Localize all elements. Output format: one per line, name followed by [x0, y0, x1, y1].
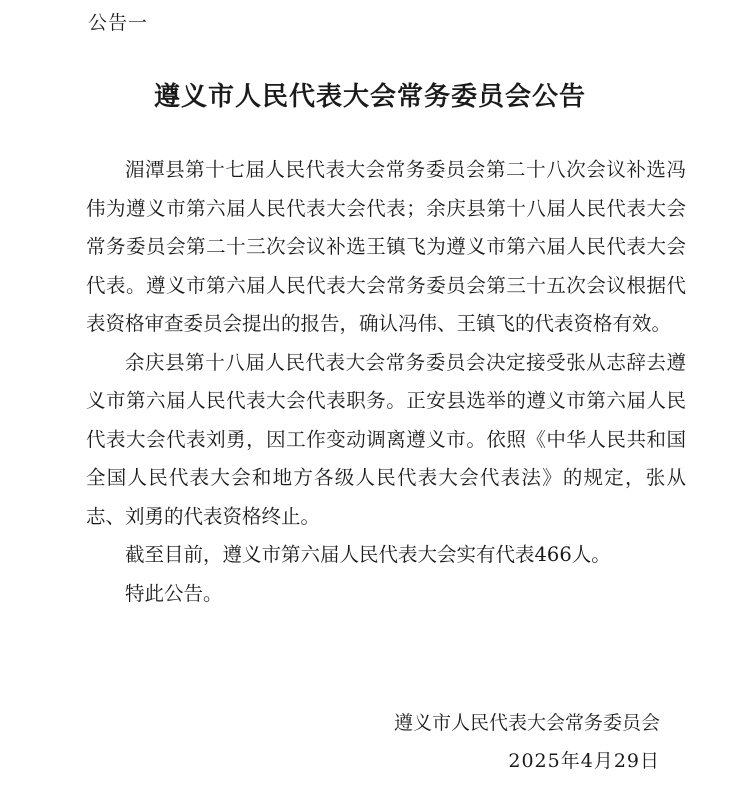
notice-body	[86, 151, 686, 613]
signature-organization: 遵义市人民代表大会常务委员会	[393, 712, 660, 734]
page-title: 遵义市人民代表大会常务委员会公告	[153, 82, 586, 112]
paragraph-by-election: 湄潭县第十七届人民代表大会常务委员会第二十八次会议补选冯伟为遵义市第六届人民代表大会代表；余庆县第十八届人民代表大会常务委员会第二十三次会议补选王镇飞为遵义市第六届人民代表大会代表。遵义市第六届人民代表大会常务委员会第三十五次会议根据代表资格审查委员会提出的报告，确认冯伟、王镇飞的代表资格有效。	[86, 158, 686, 335]
paragraph-termination: 余庆县第十八届人民代表大会常务委员会决定接受张从志辞去遵义市第六届人民代表大会代表职务。正安县选举的遵义市第六届人民代表大会代表刘勇，因工作变动调离遵义市。依照《中华人民共和国全国人民代表大会和地方各级人民代表大会代表法》的规定，张从志、刘勇的代表资格终止。	[86, 350, 686, 528]
paragraph-deputy-count: 截至目前，遵义市第六届人民代表大会实有代表466人。	[125, 543, 611, 566]
paragraph-closing: 特此公告。	[125, 581, 223, 605]
notice-label: 公告一	[88, 12, 149, 34]
signature-date: 2025年4月29日	[508, 750, 660, 772]
